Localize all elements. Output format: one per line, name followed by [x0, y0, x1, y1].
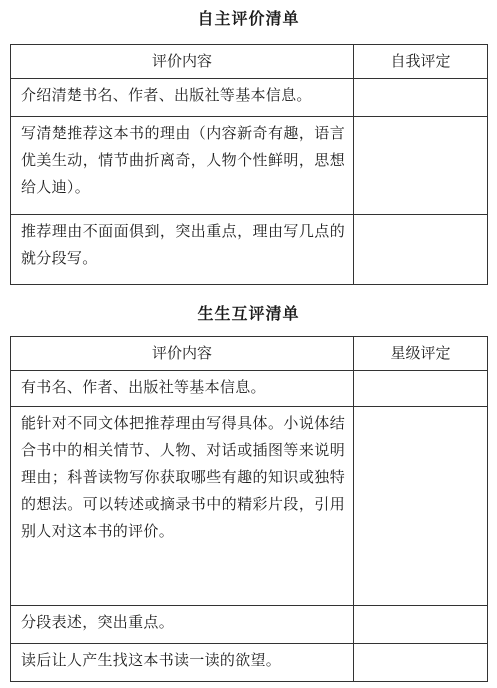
peer-checklist-table: [10, 336, 488, 682]
criterion-text: 推荐理由不面面俱到，突出重点，理由写几点的就分段写。: [11, 215, 354, 285]
rating-cell[interactable]: [354, 215, 488, 285]
table-row: [11, 215, 488, 285]
table-header-row: [11, 45, 488, 79]
rating-cell[interactable]: [354, 644, 488, 682]
peer-checklist-title: 生生互评清单: [197, 304, 300, 323]
criterion-text: 分段表述，突出重点。: [11, 606, 354, 644]
self-checklist-title: 自主评价清单: [197, 9, 300, 28]
table-header-row: [11, 337, 488, 371]
table-row: [11, 606, 488, 644]
criterion-text: 写清楚推荐这本书的理由（内容新奇有趣，语言优美生动，情节曲折离奇，人物个性鲜明，思想给人迪）。: [11, 117, 354, 215]
table-row: [11, 117, 488, 215]
criterion-text: 有书名、作者、出版社等基本信息。: [11, 371, 354, 407]
table-row: [11, 407, 488, 606]
rating-cell[interactable]: [354, 606, 488, 644]
criterion-text: 能针对不同文体把推荐理由写得具体。小说体结合书中的相关情节、人物、对话或插图等来说明理由；科普读物写你获取哪些有趣的知识或独特的想法。可以转述或摘录书中的精彩片段，引用别人对这本书的评价。: [11, 407, 354, 606]
header-content: 评价内容: [11, 45, 354, 79]
table-row: [11, 644, 488, 682]
self-checklist-table: [10, 44, 488, 285]
rating-cell[interactable]: [354, 79, 488, 117]
criterion-text: 读后让人产生找这本书读一读的欲望。: [11, 644, 354, 682]
rating-cell[interactable]: [354, 407, 488, 606]
header-content: 评价内容: [11, 337, 354, 371]
rating-cell[interactable]: [354, 117, 488, 215]
header-self-rating: 自我评定: [354, 45, 488, 79]
rating-cell[interactable]: [354, 371, 488, 407]
table-row: [11, 371, 488, 407]
header-star-rating: 星级评定: [354, 337, 488, 371]
table-row: [11, 79, 488, 117]
criterion-text: 介绍清楚书名、作者、出版社等基本信息。: [11, 79, 354, 117]
